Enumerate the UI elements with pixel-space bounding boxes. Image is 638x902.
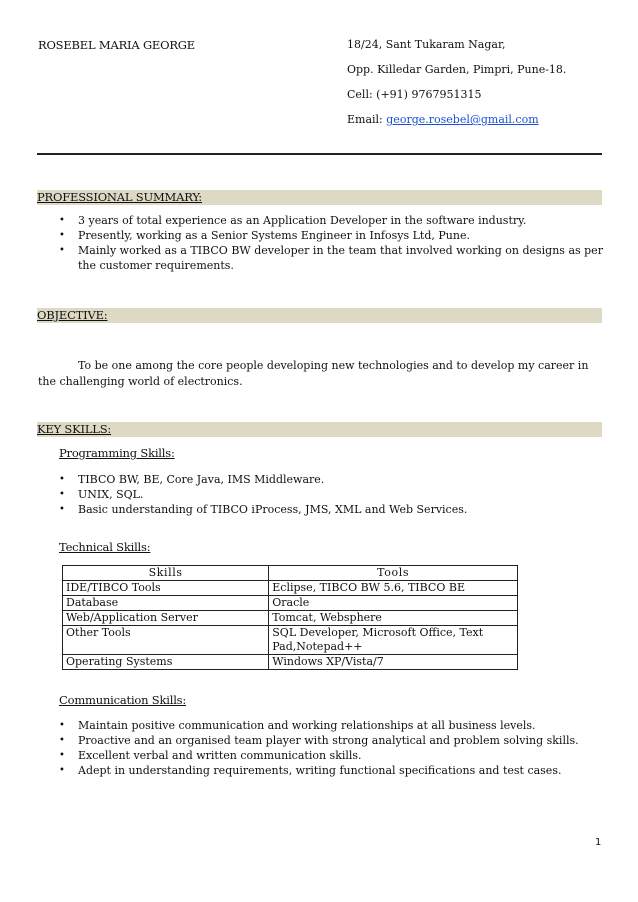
list-item: • 3 years of total experience as an Application Developer in the software industry. bbox=[38, 213, 603, 228]
address-line-1: 18/24, Sant Tukaram Nagar, bbox=[347, 38, 506, 51]
column-header-tools: Tools bbox=[269, 566, 518, 581]
communication-skills-heading: Communication Skills: bbox=[59, 693, 187, 707]
summary-list bbox=[38, 213, 603, 273]
list-item: • Presently, working as a Senior Systems Engineer in Infosys Ltd, Pune. bbox=[38, 228, 603, 243]
list-item: • TIBCO BW, BE, Core Java, IMS Middleware. bbox=[38, 472, 603, 487]
table-row bbox=[63, 626, 518, 655]
table-cell: Eclipse, TIBCO BW 5.6, TIBCO BE bbox=[269, 581, 518, 596]
table-cell: Oracle bbox=[269, 596, 518, 611]
section-objective: OBJECTIVE: bbox=[37, 308, 602, 323]
programming-skills-list bbox=[38, 472, 603, 517]
table-row bbox=[63, 611, 518, 626]
programming-skills-heading: Programming Skills: bbox=[59, 446, 175, 460]
list-item: • Excellent verbal and written communication skills. bbox=[38, 748, 603, 763]
table-cell: Operating Systems bbox=[63, 655, 269, 670]
table-cell: IDE/TIBCO Tools bbox=[63, 581, 269, 596]
cell-number: Cell: (+91) 9767951315 bbox=[347, 88, 482, 101]
list-item: • Mainly worked as a TIBCO BW developer in the team that involved working on designs as per the customer requirements. bbox=[38, 243, 603, 273]
page-number: 1 bbox=[595, 837, 602, 848]
table-header-row bbox=[63, 566, 518, 581]
technical-skills-heading: Technical Skills: bbox=[59, 540, 151, 554]
candidate-name: ROSEBEL MARIA GEORGE bbox=[38, 38, 195, 52]
table-row bbox=[63, 655, 518, 670]
header-divider bbox=[37, 153, 602, 155]
objective-text: To be one among the core people developing new technologies and to develop my career in the challenging world of electronics. bbox=[38, 359, 589, 388]
table-cell: Tomcat, Websphere bbox=[269, 611, 518, 626]
section-professional-summary: PROFESSIONAL SUMMARY: bbox=[37, 190, 602, 205]
table-cell: Other Tools bbox=[63, 626, 269, 655]
technical-skills-table bbox=[62, 565, 518, 670]
list-item: • Basic understanding of TIBCO iProcess, JMS, XML and Web Services. bbox=[38, 502, 603, 517]
communication-skills-list bbox=[38, 718, 603, 778]
table-cell: SQL Developer, Microsoft Office, Text Pad,Notepad++ bbox=[269, 626, 518, 655]
table-cell: Web/Application Server bbox=[63, 611, 269, 626]
address-line-2: Opp. Killedar Garden, Pimpri, Pune-18. bbox=[347, 63, 567, 76]
table-cell: Database bbox=[63, 596, 269, 611]
email-link[interactable]: george.rosebel@gmail.com bbox=[386, 113, 539, 126]
table-row bbox=[63, 596, 518, 611]
table-row bbox=[63, 581, 518, 596]
column-header-skills: Skills bbox=[63, 566, 269, 581]
email-label: Email: bbox=[347, 113, 387, 126]
list-item: • Proactive and an organised team player with strong analytical and problem solving skills. bbox=[38, 733, 603, 748]
section-key-skills: KEY SKILLS: bbox=[37, 422, 602, 437]
table-cell: Windows XP/Vista/7 bbox=[269, 655, 518, 670]
email-line bbox=[347, 113, 539, 126]
list-item: • Maintain positive communication and working relationships at all business levels. bbox=[38, 718, 603, 733]
list-item: • Adept in understanding requirements, writing functional specifications and test cases. bbox=[38, 763, 603, 778]
list-item: • UNIX, SQL. bbox=[38, 487, 603, 502]
